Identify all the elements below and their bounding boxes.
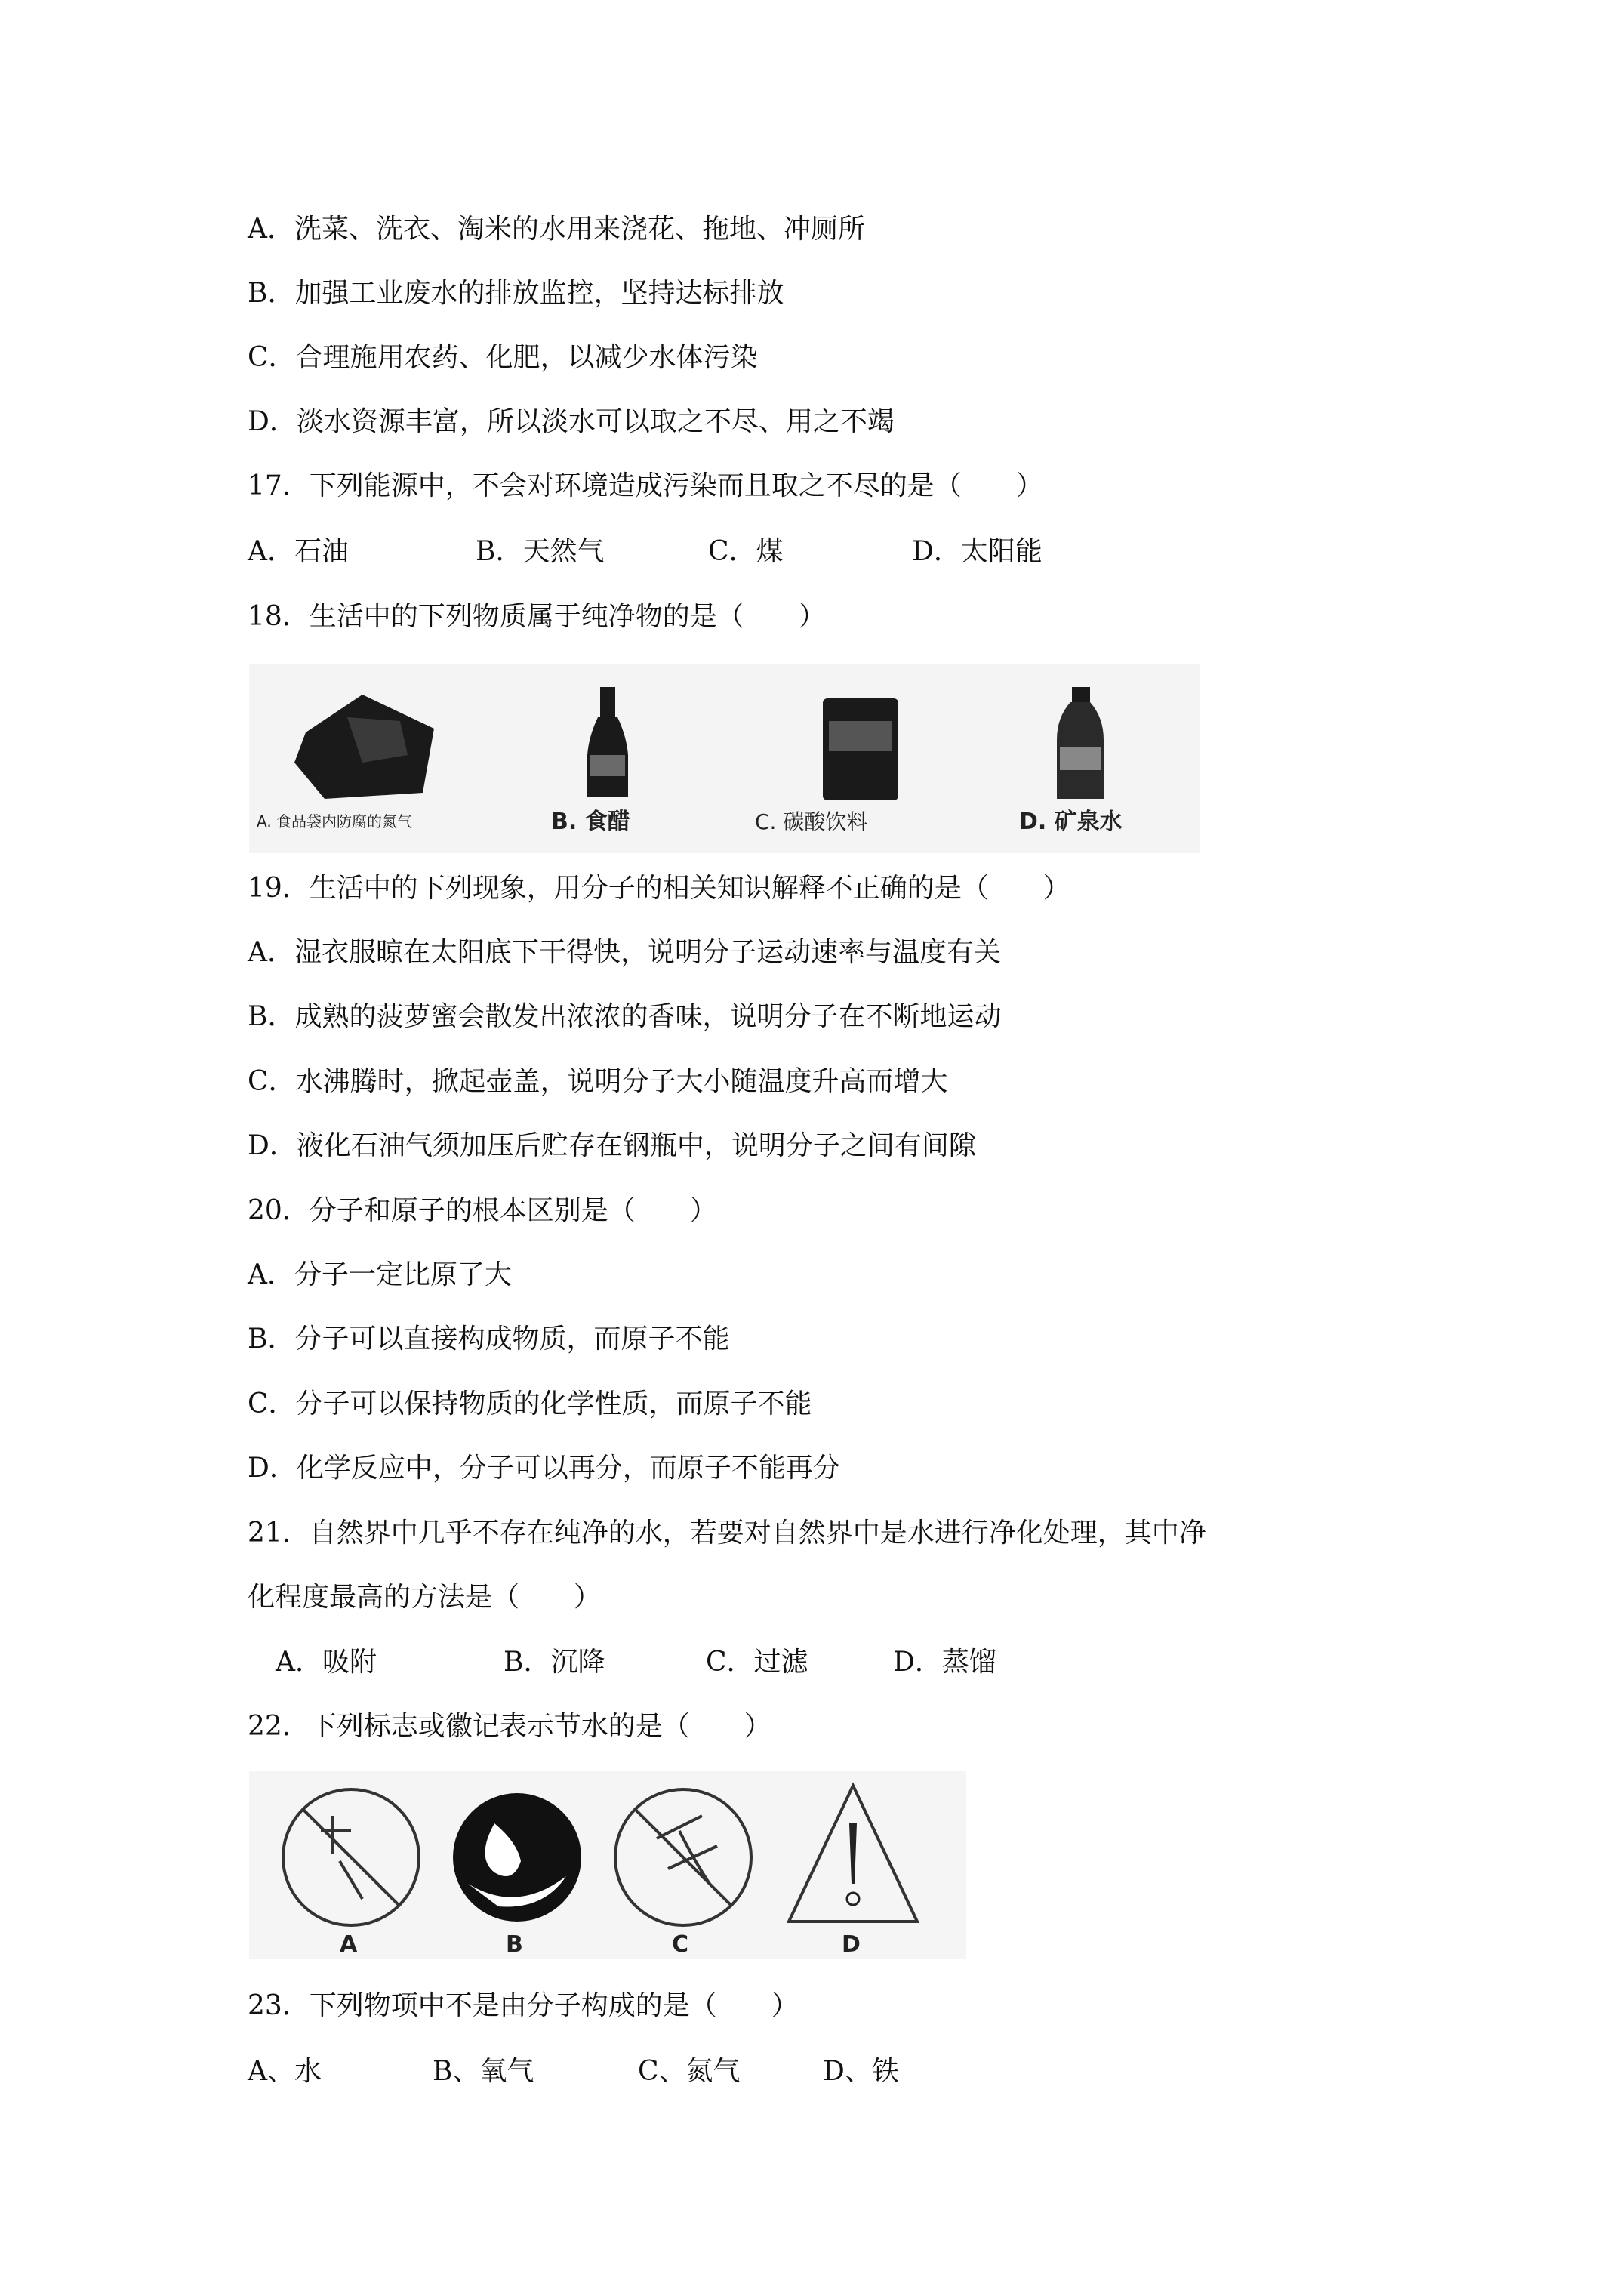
q17-option-c: C．煤: [708, 536, 784, 567]
q19-option-a: A．湿衣服晾在太阳底下干得快，说明分子运动速率与温度有关: [248, 937, 1001, 968]
q20-option-b: B．分子可以直接构成物质，而原子不能: [248, 1324, 730, 1354]
q17-stem: 17．下列能源中，不会对环境造成污染而且取之不尽的是（ ）: [248, 470, 1043, 501]
q18-caption-a: A. 食品袋内防腐的氮气: [257, 812, 413, 831]
q16-option-d: D．淡水资源丰富，所以淡水可以取之不尽、用之不竭: [248, 406, 895, 437]
q21-option-c: C．过滤: [706, 1647, 808, 1678]
q17-option-d: D．太阳能: [912, 536, 1042, 567]
q16-option-b: B．加强工业废水的排放监控，坚持达标排放: [248, 278, 784, 309]
q22-label-d: D: [842, 1931, 861, 1958]
q20-option-d: D．化学反应中，分子可以再分，而原子不能再分: [248, 1453, 840, 1484]
q23-stem: 23．下列物项中不是由分子构成的是（ ）: [248, 1990, 799, 2021]
q19-stem: 19．生活中的下列现象，用分子的相关知识解释不正确的是（ ）: [248, 873, 1070, 904]
q19-option-b: B．成熟的菠萝蜜会散发出浓浓的香味，说明分子在不断地运动: [248, 1001, 1002, 1032]
q21-option-a: A．吸附: [276, 1647, 377, 1678]
q21-stem-line1: 21．自然界中几乎不存在纯净的水，若要对自然界中是水进行净化处理，其中净: [248, 1518, 1206, 1549]
q22-label-c: C: [672, 1931, 689, 1958]
q17-option-a: A．石油: [248, 536, 349, 567]
q23-options: [248, 2055, 899, 2088]
q20-option-a: A．分子一定比原了大: [248, 1259, 512, 1290]
water-drop-emblem-icon: [453, 1793, 581, 1922]
q19-option-d: D．液化石油气须加压后贮存在钢瓶中，说明分子之间有间隙: [248, 1130, 976, 1161]
q20-stem: 20．分子和原子的根本区别是（ ）: [248, 1195, 717, 1226]
q22-label-a: A: [340, 1931, 358, 1958]
q18-stem: 18．生活中的下列物质属于纯净物的是（ ）: [248, 601, 826, 632]
q23-option-d: D、铁: [823, 2056, 899, 2087]
q21-option-b: B．沉降: [504, 1647, 605, 1678]
q23-option-a: A、水: [248, 2056, 322, 2087]
soda-can-image: [823, 698, 898, 800]
q18-caption-b: B. 食醋: [551, 809, 630, 835]
q19-option-c: C．水沸腾时，掀起壶盖，说明分子大小随温度升高而增大: [248, 1066, 948, 1097]
q20-option-c: C．分子可以保持物质的化学性质，而原子不能: [248, 1388, 812, 1419]
q16-option-c: C．合理施用农药、化肥，以减少水体污染: [248, 342, 758, 373]
q18-caption-c: C. 碳酸饮料: [755, 809, 868, 834]
q21-options: [276, 1646, 996, 1679]
q17-option-b: B．天然气: [476, 536, 605, 567]
q22-label-b: B: [506, 1931, 523, 1958]
q21-stem-line2: 化程度最高的方法是（ ）: [248, 1582, 602, 1613]
q18-caption-d: D. 矿泉水: [1019, 809, 1123, 835]
q18-figure: [249, 664, 1200, 853]
q21-option-d: D．蒸馏: [893, 1647, 996, 1678]
q17-options: [248, 535, 1042, 569]
q23-option-b: B、氧气: [433, 2056, 534, 2087]
q22-stem: 22．下列标志或徽记表示节水的是（ ）: [248, 1711, 771, 1742]
q22-figure: [249, 1771, 966, 1959]
q23-option-c: C、氮气: [638, 2056, 741, 2087]
q16-option-a: A．洗菜、洗衣、淘米的水用来浇花、拖地、冲厕所: [248, 214, 865, 245]
